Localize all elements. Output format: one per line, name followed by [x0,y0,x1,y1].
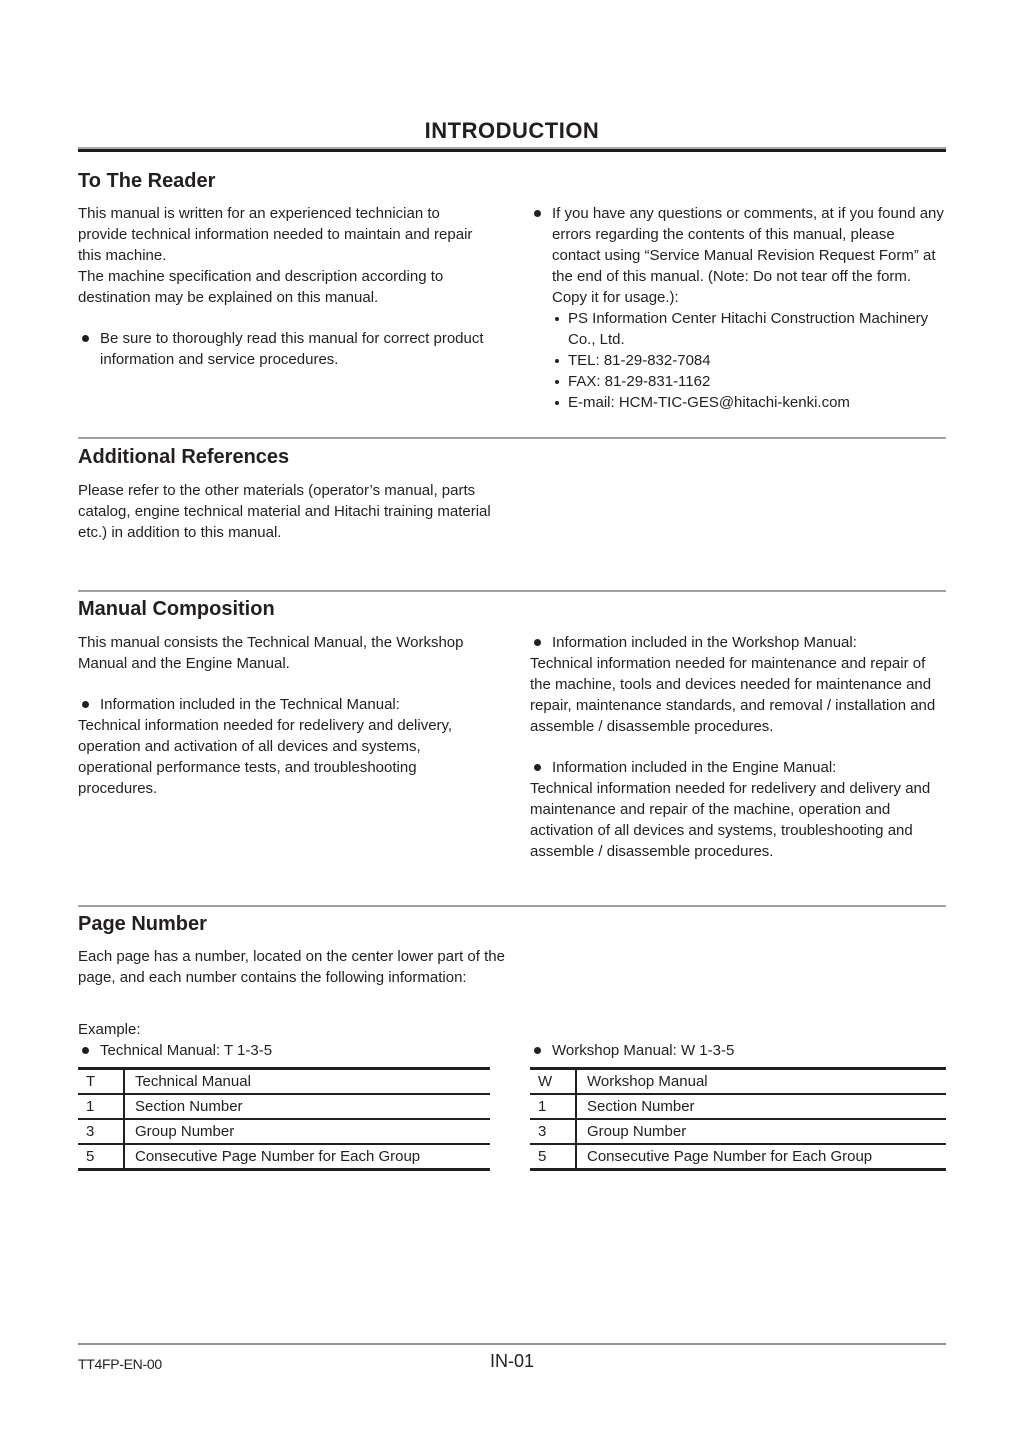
page-title: INTRODUCTION [424,118,600,143]
example-technical-bullet [78,1040,490,1061]
table-row [530,1119,946,1144]
section-heading-to-the-reader: To The Reader [78,170,216,192]
example-label: Example: [78,1021,141,1038]
table-row [78,1069,490,1095]
composition-bullet-workshop-label: Information included in the Workshop Manual: [552,634,857,651]
desc-cell: Workshop Manual [576,1069,946,1095]
footer-page-number: IN-01 [489,1351,534,1371]
manual-composition-right-column [530,632,946,862]
contact-item [552,350,946,371]
table-row [78,1119,490,1144]
reader-paragraph-1: This manual is written for an experienced technician to provide technical information needed to maintain and repair this machine. [78,205,473,264]
bullet-icon [78,1040,100,1061]
to-the-reader-right-column [530,203,946,413]
title-double-rule [78,147,946,152]
page-number-paragraph: Each page has a number, located on the center lower part of the page, and each number contains the following information: [78,948,505,986]
bullet-icon [78,694,100,715]
page-number-table-workshop [530,1067,946,1171]
composition-intro: This manual consists the Technical Manual, the Workshop Manual and the Engine Manual. [78,634,464,672]
example-technical [78,1019,490,1171]
section-heading-additional-references: Additional References [78,446,290,468]
to-the-reader-columns [78,203,946,413]
code-cell: 1 [78,1094,124,1119]
manual-composition-columns [78,632,946,862]
desc-cell: Technical Manual [124,1069,490,1095]
example-technical-bullet-text: Technical Manual: T 1-3-5 [100,1042,273,1059]
sub-bullet-icon [552,308,568,350]
footer-rule [78,1343,946,1345]
bullet-icon [530,757,552,778]
manual-composition-left-column [78,632,488,862]
reader-bullet-contact-text: If you have any questions or comments, at if you found any errors regarding the contents of this manual, please contact using “Service Manual Revision Request Form” at the end of this manual. (Note: Do not tear off the form. Copy it for usage.): [552,205,944,306]
contact-item [552,371,946,392]
table-row [78,1094,490,1119]
contact-text: PS Information Center Hitachi Construction Machinery Co., Ltd. [568,310,929,348]
code-cell: T [78,1069,124,1095]
contact-text: E-mail: HCM-TIC-GES@hitachi-kenki.com [568,394,850,411]
bullet-icon [530,632,552,653]
sub-bullet-icon [552,392,568,413]
desc-cell: Section Number [124,1094,490,1119]
section-divider [78,590,946,592]
code-cell: 1 [530,1094,576,1119]
additional-references-paragraph: Please refer to the other materials (operator’s manual, parts catalog, engine technical material and Hitachi training material etc.) in addition to this manual. [78,482,491,541]
example-workshop-bullet [530,1040,946,1061]
page-number-table-technical [78,1067,490,1171]
table-row [530,1094,946,1119]
desc-cell: Group Number [576,1119,946,1144]
bullet-icon [530,203,552,413]
example-workshop-bullet-text: Workshop Manual: W 1-3-5 [552,1042,735,1059]
composition-bullet-technical-label: Information included in the Technical Manual: [100,696,400,713]
contact-item [552,308,946,350]
desc-cell: Group Number [124,1119,490,1144]
code-cell: 5 [78,1144,124,1170]
section-heading-manual-composition: Manual Composition [78,598,275,620]
composition-bullet-workshop-body: Technical information needed for maintenance and repair of the machine, tools and devices needed for maintenance and repair, maintenance standards, and removal / installation and assemble / disassemble procedures. [530,655,936,735]
contact-item [552,392,946,413]
code-cell: W [530,1069,576,1095]
table-row [530,1144,946,1170]
code-cell: 3 [530,1119,576,1144]
reader-paragraph-2: The machine specification and description according to destination may be explained on this manual. [78,268,444,306]
code-cell: 5 [530,1144,576,1170]
table-row [78,1144,490,1170]
desc-cell: Consecutive Page Number for Each Group [576,1144,946,1170]
composition-bullet-engine [530,757,946,778]
reader-bullet-read [78,328,488,370]
section-divider [78,905,946,907]
example-workshop [530,1040,946,1171]
section-heading-page-number: Page Number [78,913,207,935]
reader-bullet-contact-block [552,203,946,413]
composition-bullet-workshop [530,632,946,653]
table-row [530,1069,946,1095]
contact-text: TEL: 81-29-832-7084 [568,352,711,369]
composition-bullet-technical [78,694,488,715]
sub-bullet-icon [552,350,568,371]
composition-bullet-technical-body: Technical information needed for redelivery and delivery, operation and activation of all devices and systems, operational performance tests, and troubleshooting procedures. [78,717,453,797]
sub-bullet-icon [552,371,568,392]
contact-text: FAX: 81-29-831-1162 [568,373,711,390]
bullet-icon [530,1040,552,1061]
reader-bullet-read-text: Be sure to thoroughly read this manual for correct product information and service procedures. [100,330,484,368]
desc-cell: Consecutive Page Number for Each Group [124,1144,490,1170]
composition-bullet-engine-label: Information included in the Engine Manual: [552,759,837,776]
footer-doc-code: TT4FP-EN-00 [78,1356,162,1372]
composition-bullet-engine-body: Technical information needed for redelivery and delivery and maintenance and repair of the machine, operation and activation of all devices and systems, troubleshooting and assemble / disassemble procedures. [530,780,931,860]
bullet-icon [78,328,100,370]
reader-bullet-contact [530,203,946,413]
code-cell: 3 [78,1119,124,1144]
section-divider [78,437,946,439]
desc-cell: Section Number [576,1094,946,1119]
to-the-reader-left-column [78,203,488,413]
